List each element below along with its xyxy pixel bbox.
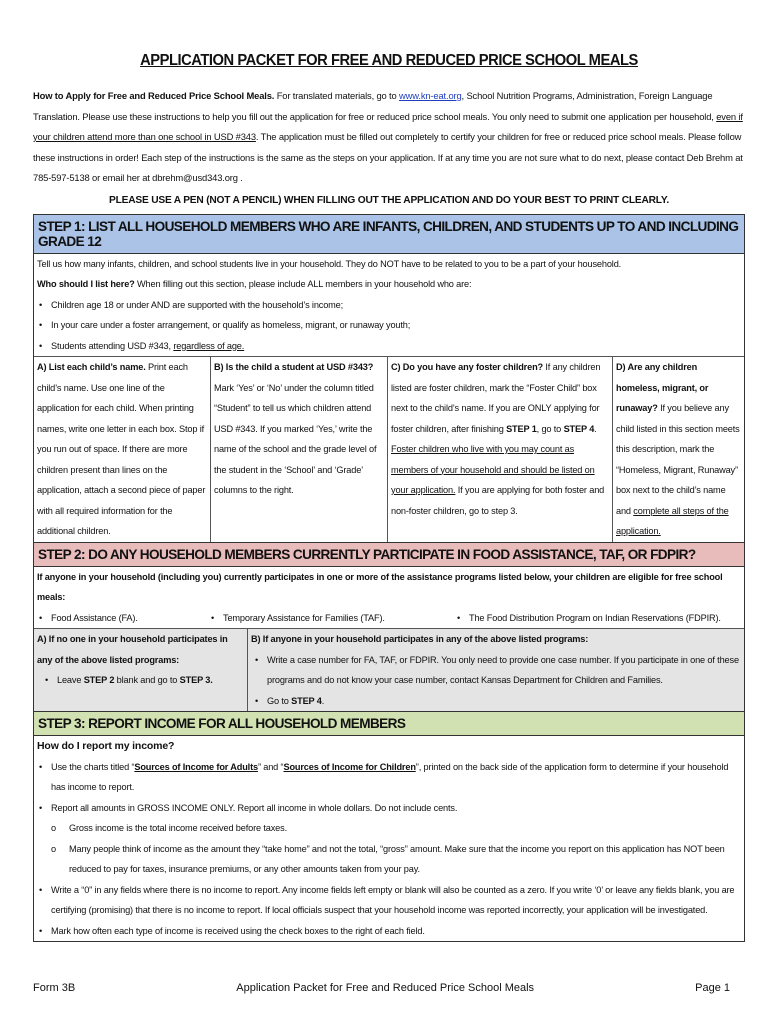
- step1-who: [37, 274, 741, 295]
- step2-programs: [37, 608, 741, 629]
- step2-col-b-bullet: • Write a case number for FA, TAF, or FDPIR. You only need to provide one case number. If you participate in one of these programs and do not know your case number, contact Kansas Department for Children and Families.: [253, 650, 741, 691]
- footer-form: Form 3B: [33, 982, 76, 994]
- step1-col-c-text1: If any children listed are foster children, mark the “Foster Child” box next to the child’s name. If you are ONLY applying for foster children, after finishing: [391, 362, 601, 434]
- page-title: APPLICATION PACKET FOR FREE AND REDUCED PRICE SCHOOL MEALS: [140, 52, 638, 69]
- step1-col-d-underlined: complete all steps of the application.: [616, 505, 729, 536]
- step2-col-b-end: .: [321, 695, 325, 706]
- step1-col-d: [613, 357, 744, 542]
- step2-col-b-step4: STEP 4: [291, 695, 322, 706]
- kn-eat-link[interactable]: www.kn-eat.org: [399, 90, 462, 101]
- step2-intro: If anyone in your household (including you) currently participates in one or more of the assistance programs listed below, your children are eligible for free school meals:: [37, 571, 723, 602]
- step3-body: [34, 736, 744, 941]
- step2-col-b-goto: [253, 691, 741, 712]
- step1-col-c-text3: .: [594, 423, 597, 434]
- step1-col-a-bold: A) List each child’s name.: [37, 362, 146, 372]
- step3-bullet: • Report all amounts in GROSS INCOME ONLY. Report all income in whole dollars. Do not include cents.: [37, 798, 741, 819]
- step1-col-c-bold: C) Do you have any foster children?: [391, 362, 543, 372]
- step1-col-c-underlined: Foster children who live with you may count as members of your household and should be listed on your application.: [391, 444, 595, 495]
- step2-program: • Food Assistance (FA).: [37, 608, 209, 629]
- step3-b1-post: ”, printed on the back side of the application form to determine if your household has income to report.: [51, 761, 729, 792]
- step3-question: How do I report my income?: [37, 740, 175, 752]
- step1-col-d-bold: D) Are any children homeless, migrant, or runaway?: [616, 362, 709, 413]
- step2-col-b-goto-text: Go to: [267, 695, 292, 706]
- step1-col-c-step1: STEP 1: [506, 423, 537, 434]
- footer-page: Page 1: [695, 982, 730, 994]
- step2-program: • Temporary Assistance for Families (TAF).: [209, 608, 455, 629]
- intro-translated-pre: For translated materials, go to: [274, 90, 400, 101]
- intro-underlined: even if your children attend more than one school in USD #343: [33, 110, 743, 142]
- step1-col-c-step4: STEP 4: [563, 423, 595, 434]
- step3-bullet: • Mark how often each type of income is received using the check boxes to the right of each field.: [37, 921, 741, 942]
- intro-paragraph: [33, 86, 745, 189]
- step1-who-bold: Who should I list here?: [37, 279, 135, 289]
- step2-col-a: [34, 629, 248, 711]
- document-page: [33, 52, 745, 942]
- step3-b1-adults: Sources of Income for Adults: [134, 761, 258, 772]
- step1-section: [33, 214, 745, 543]
- step3-b1-mid: ” and “: [257, 761, 284, 772]
- step3-b1-children: Sources of Income for Children: [283, 761, 416, 772]
- step2-section: [33, 543, 745, 713]
- step1-body: [34, 254, 744, 357]
- step3-section: [33, 712, 745, 942]
- step1-col-b-text: Mark ‘Yes’ or ‘No’ under the column titled “Student” to tell us which children attend USD #343. If you marked ‘Yes,’ write the name of the school and the grade level of the student in the ‘School’ and ‘Grade’ columns to the right.: [214, 382, 377, 495]
- step3-sub-bullet: o Many people think of income as the amount they “take home” and not the total, “gross” amount. Make sure that the income you report on this application has NOT been reduced to pay for taxes, insurance premiums, or any other amounts taken from your pay.: [37, 839, 741, 880]
- intro-lead: How to Apply for Free and Reduced Price School Meals.: [33, 90, 275, 101]
- step2-col-b: [248, 629, 744, 711]
- step2-col-a-mid: blank and go to: [114, 675, 180, 685]
- step2-program: • The Food Distribution Program on Indian Reservations (FDPIR).: [455, 608, 741, 629]
- step3-sub-bullet: o Gross income is the total income received before taxes.: [37, 818, 741, 839]
- step2-columns: [34, 628, 744, 711]
- step3-b1-pre: Use the charts titled “: [51, 761, 135, 772]
- intro-translated-post: , School Nutrition Programs, Administration, Foreign Language Translation. Please use these instructions to help you fill out the application for free or reduced price school meals. You only need to submit one application per household,: [33, 90, 717, 122]
- footer-title: Application Packet for Free and Reduced Price School Meals: [236, 982, 535, 994]
- step1-bullet3-pre: Students attending USD #343,: [51, 340, 174, 351]
- step1-bullet: [37, 336, 741, 357]
- step3-bullet: [37, 757, 741, 798]
- step1-header: STEP 1: LIST ALL HOUSEHOLD MEMBERS WHO ARE INFANTS, CHILDREN, AND STUDENTS UP TO AND INCLUDING GRADE 12: [34, 215, 744, 254]
- step1-col-c: [388, 357, 613, 542]
- step1-who-rest: When filling out this section, please include ALL members in your household who are:: [134, 279, 472, 289]
- step2-col-a-step3: STEP 3.: [179, 675, 213, 685]
- step2-col-a-pre: Leave: [57, 675, 84, 685]
- step1-col-a: [34, 357, 211, 542]
- page-footer: [33, 982, 730, 994]
- step2-col-b-bold: B) If anyone in your household participates in any of the above listed programs:: [251, 634, 589, 644]
- step1-col-d-text: If you believe any child listed in this section meets this description, mark the “Homeless, Migrant, Runaway” box next to the child’s name and: [616, 403, 740, 516]
- step1-columns: [34, 356, 744, 542]
- step2-header: STEP 2: DO ANY HOUSEHOLD MEMBERS CURRENTLY PARTICIPATE IN FOOD ASSISTANCE, TAF, OR FDPIR?: [34, 543, 744, 567]
- step1-line1: Tell us how many infants, children, and school students live in your household. They do NOT have to be related to you to be a part of your household.: [37, 258, 622, 269]
- step1-col-b-bold: B) Is the child a student at USD #343?: [214, 362, 374, 372]
- step1-col-a-text: Print each child’s name. Use one line of the application for each child. When printing names, write one letter in each box. Stop if you run out of space. If there are more children present than lines on the application, attach a second piece of paper with all required information for the additional children.: [37, 362, 206, 536]
- step1-col-c-text2: , go to: [536, 423, 564, 434]
- step1-bullet: • Children age 18 or under AND are supported with the household’s income;: [37, 295, 741, 316]
- step1-bullet3-u: regardless of age.: [173, 340, 245, 351]
- step3-header: STEP 3: REPORT INCOME FOR ALL HOUSEHOLD MEMBERS: [34, 712, 744, 736]
- step1-col-c-text4: If you are applying for both foster and non-foster children, go to step 3.: [391, 485, 605, 516]
- step3-bullet: • Write a “0” in any fields where there is no income to report. Any income fields left empty or blank will also be counted as a zero. If you write ‘0’ or leave any fields blank, you are certifying (promising) that there is no income to report. If local officials suspect that your household income was reported incorrectly, your application will be investigated.: [37, 880, 741, 921]
- pen-note: PLEASE USE A PEN (NOT A PENCIL) WHEN FILLING OUT THE APPLICATION AND DO YOUR BEST TO PRINT CLEARLY.: [109, 194, 669, 206]
- step2-body: [34, 567, 744, 629]
- step2-col-a-bold: A) If no one in your household participates in any of the above listed programs:: [37, 634, 228, 665]
- step2-col-a-step2: STEP 2: [83, 675, 115, 685]
- step2-col-a-bullet: [43, 670, 244, 691]
- step1-bullet: • In your care under a foster arrangement, or qualify as homeless, migrant, or runaway youth;: [37, 315, 741, 336]
- intro-rest: . The application must be filled out completely to certify your children for free or reduced price school meals. Please follow these instructions in order! Each step of the instructions is the same as the steps on your application. If at any time you are not sure what to do next, please contact Deb Brehm at 785-597-5138 or email her at dbrehm@usd343.org .: [33, 131, 743, 183]
- step1-col-b: [211, 357, 388, 542]
